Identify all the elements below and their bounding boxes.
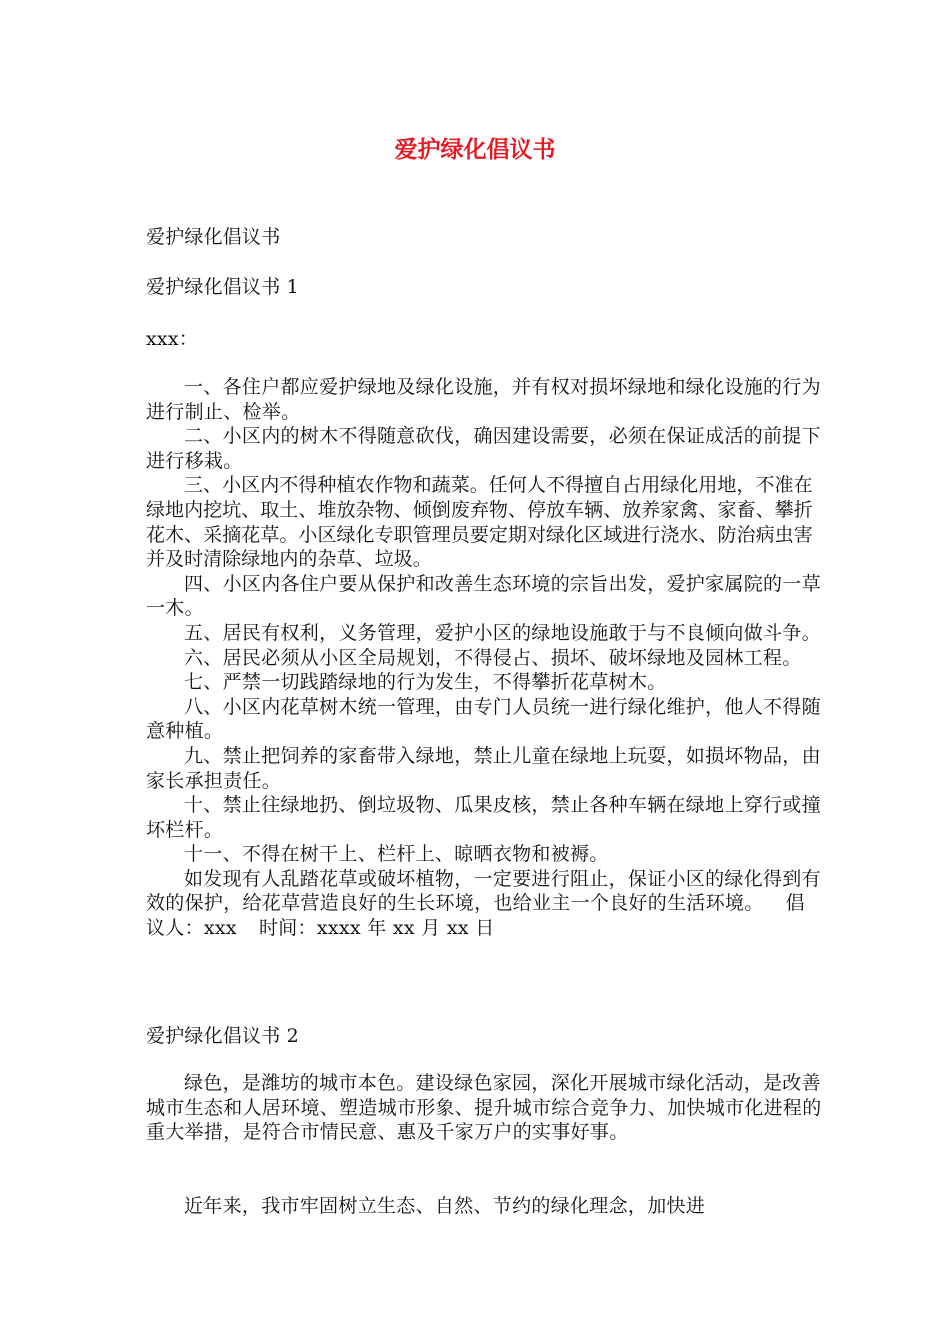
signer: 倡议人：xxx (146, 892, 805, 940)
item-11: 十一、不得在树干上、栏杆上、晾晒衣物和被褥。 (184, 843, 609, 866)
section-heading-1: 爱护绿化倡议书 1 (146, 276, 299, 298)
item-5: 五、居民有权利，义务管理，爱护小区的绿地设施敢于与不良倾向做斗争。 (184, 621, 821, 644)
item-3: 三、小区内不得种植农作物和蔬菜。任何人不得擅自占用绿化用地，不准在绿地内挖坑、取土、堆放杂物、倾倒废弃物、停放车辆、放养家禽、家畜、攀折花木、采摘花草。小区绿化专职管理员要定期对绿化区域进行浇水、防治病虫害并及时清除绿地内的杂草、垃圾。 (146, 474, 813, 571)
section-heading: 爱护绿化倡议书 (146, 226, 281, 248)
item-7: 七、严禁一切践踏绿地的行为发生，不得攀折花草树木。 (184, 671, 667, 694)
item-4: 四、小区内各住户要从保护和改善生态环境的宗旨出发，爱护家属院的一草一木。 (146, 572, 821, 620)
salutation: xxx： (146, 328, 198, 350)
body-paragraph-1 (146, 1071, 822, 1145)
item-1: 一、各住户都应爱护绿地及绿化设施，并有权对损坏绿地和绿化设施的行为进行制止、检举。 (146, 376, 821, 423)
body-paragraph-2 (146, 1194, 822, 1219)
date: 时间：xxxx 年 xx 月 xx 日 (258, 917, 495, 940)
item-8: 八、小区内花草树木统一管理，由专门人员统一进行绿化维护，他人不得随意种植。 (146, 695, 821, 743)
paragraph-text-2: 近年来，我市牢固树立生态、自然、节约的绿化理念，加快进 (184, 1195, 706, 1217)
document-title: 爱护绿化倡议书 (394, 137, 556, 163)
paragraph-text: 绿色，是潍坊的城市本色。建设绿色家园，深化开展城市绿化活动，是改善城市生态和人居环境、塑造城市形象、提升城市综合竞争力、加快城市化进程的重大举措，是符合市情民意、惠及千家万户的实事好事。 (146, 1072, 822, 1144)
closing-text: 如发现有人乱踏花草或破坏植物，一定要进行阻止，保证小区的绿化得到有效的保护，给花草营造良好的生长环境，也给业主一个良好的生活环境。 (146, 867, 821, 915)
item-10: 十、禁止往绿地扔、倒垃圾物、瓜果皮核，禁止各种车辆在绿地上穿行或撞坏栏杆。 (146, 794, 821, 841)
section-heading-2: 爱护绿化倡议书 2 (146, 1025, 299, 1047)
closing-paragraph (146, 867, 822, 941)
proposal-items (146, 375, 822, 941)
item-6: 六、居民必须从小区全局规划，不得侵占、损坏、破坏绿地及园林工程。 (184, 646, 802, 669)
item-2: 二、小区内的树木不得随意砍伐，确因建设需要，必须在保证成活的前提下进行移栽。 (146, 425, 821, 472)
item-9: 九、禁止把饲养的家畜带入绿地，禁止儿童在绿地上玩耍，如损坏物品，由家长承担责任。 (146, 744, 821, 792)
